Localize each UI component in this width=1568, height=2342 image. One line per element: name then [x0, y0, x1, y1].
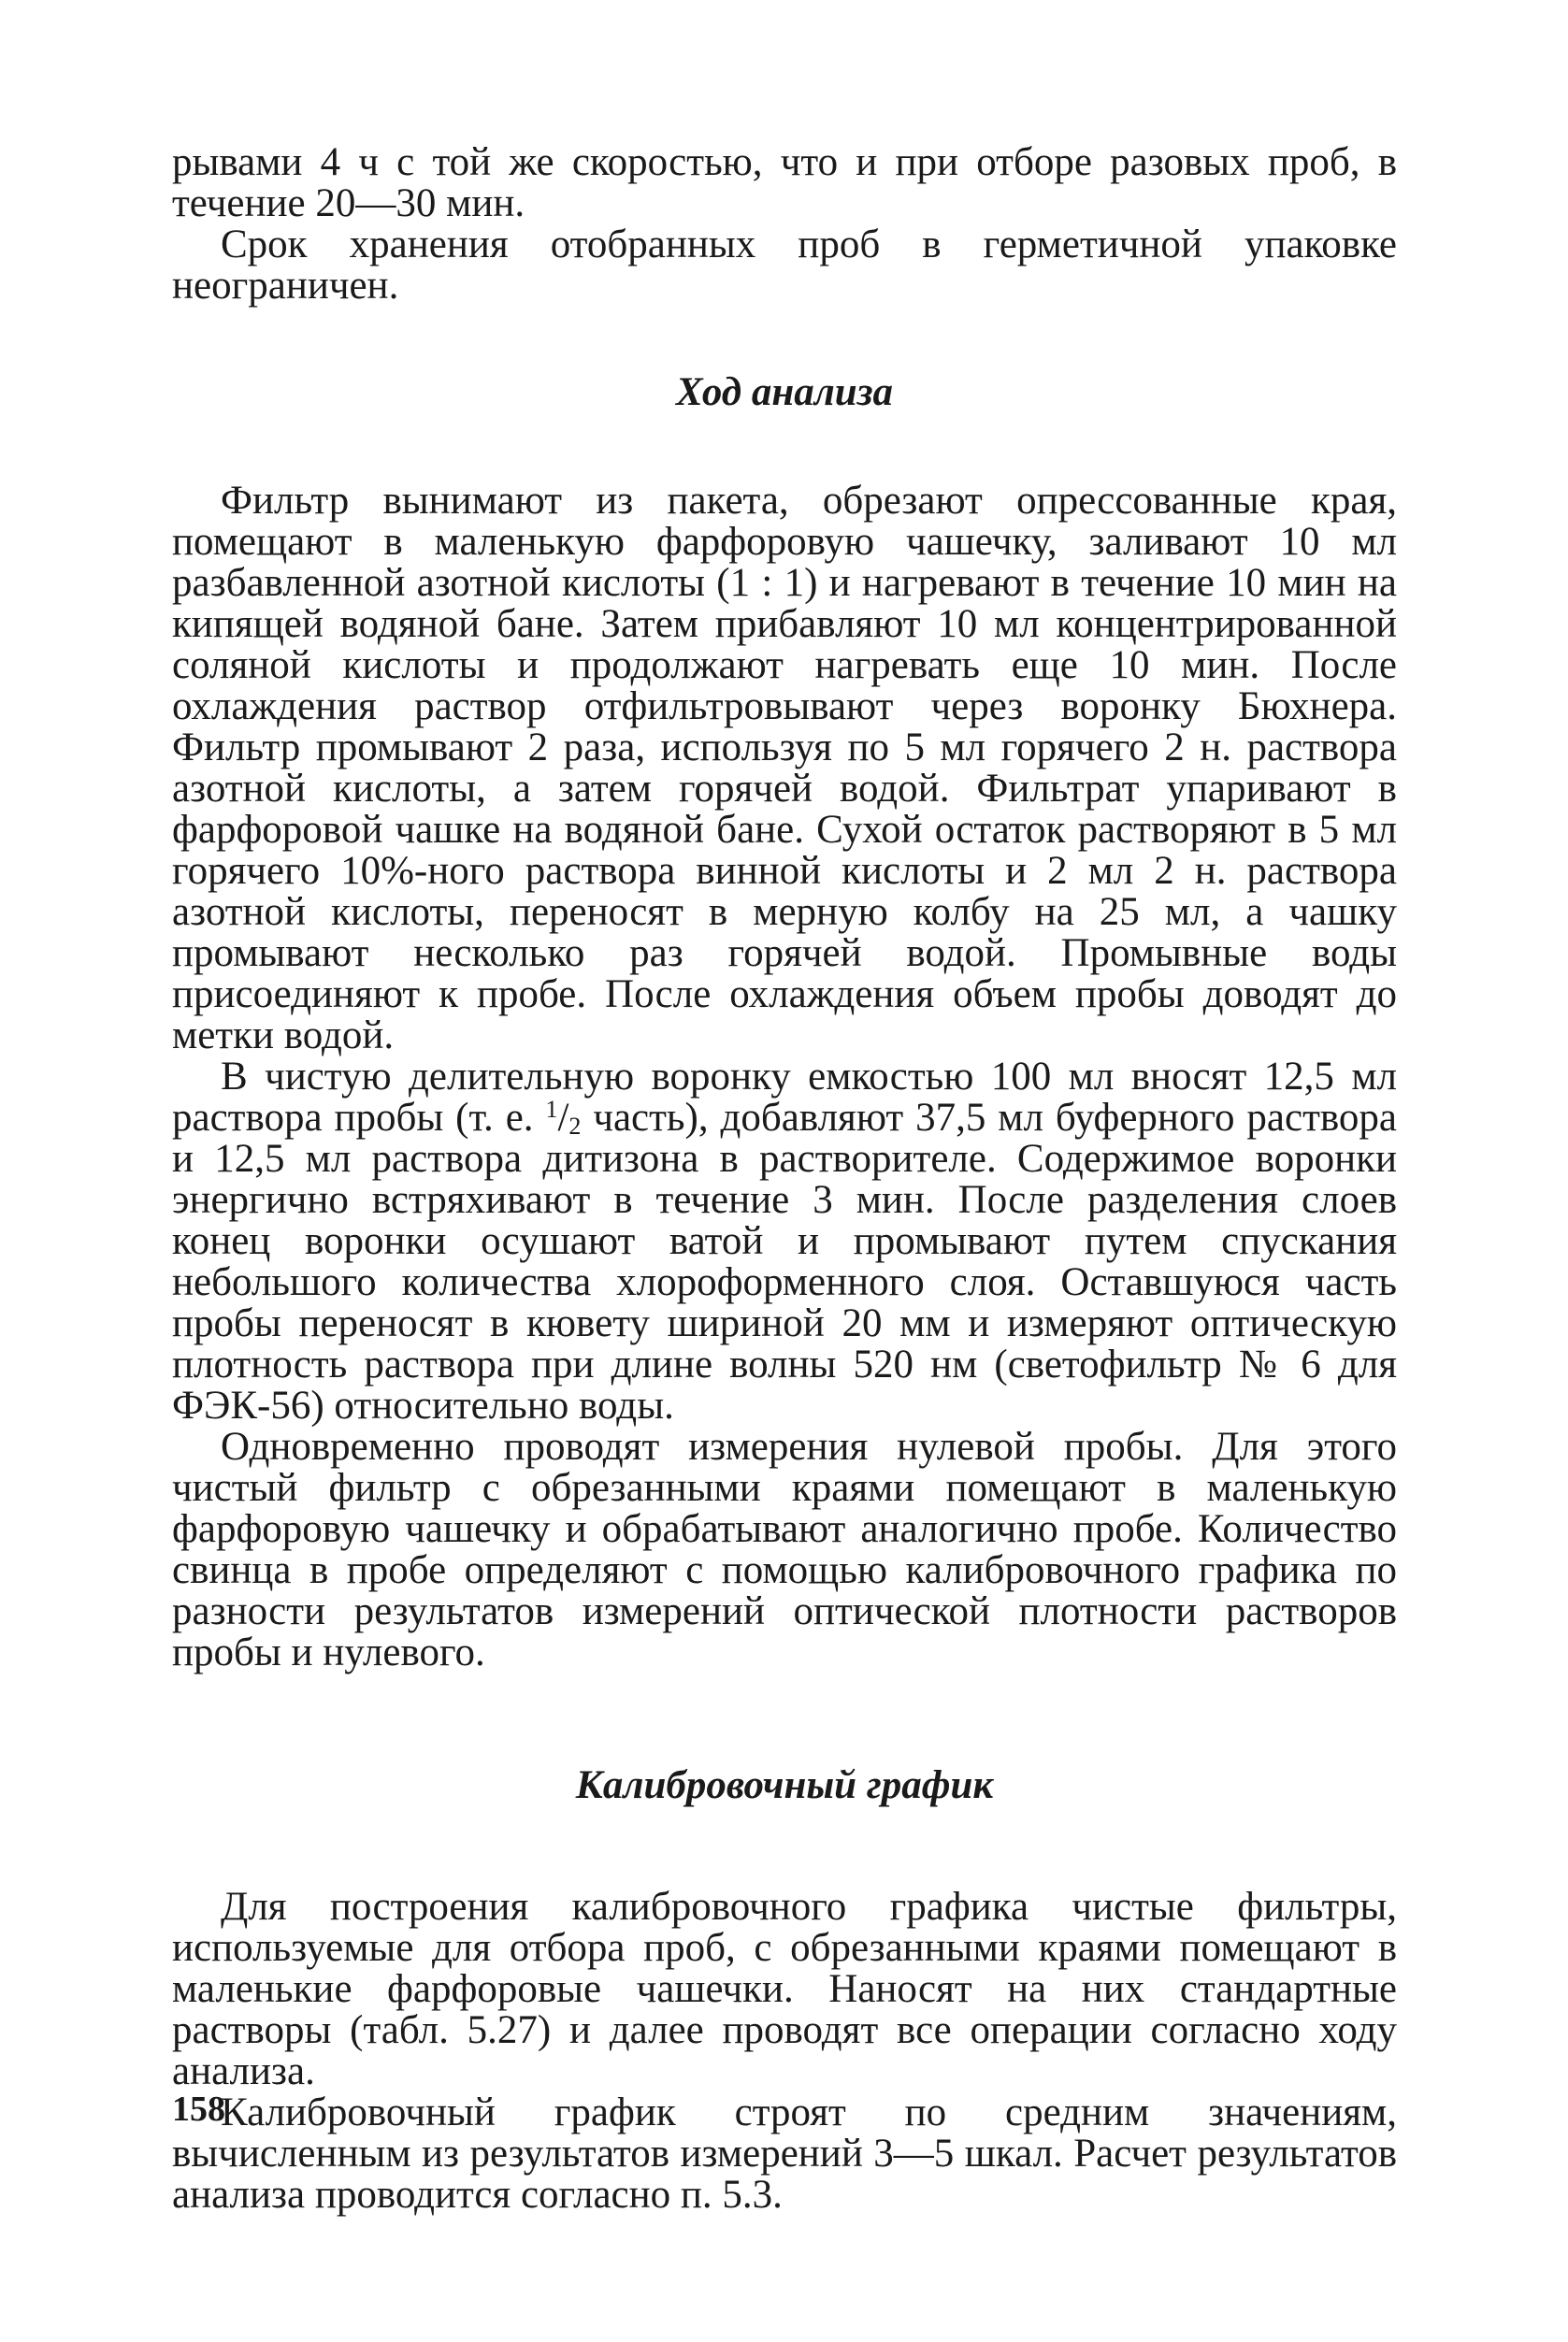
page-body	[172, 142, 1397, 2216]
paragraph-analysis-3: Одновременно проводят измерения нулевой пробы. Для этого чистый фильтр с обрезанными краями помещают в маленькую фарфоровую чашечку и обрабатывают аналогично пробе. Количество свинца в пробе определяют с помощью калибровочного графика по разности результатов измерений оптической плотности растворов пробы и нулевого.	[172, 1425, 1397, 1674]
paragraph-storage: Срок хранения отобранных проб в герметичной упаковке неограничен.	[172, 223, 1397, 308]
paragraph-calibration-1: Для построения калибровочного графика чистые фильтры, используемые для отбора проб, с обрезанными краями помещают в маленькие фарфоровые чашечки. Наносят на них стандартные растворы (табл. 5.27) и далее проводят все операции согласно ходу анализа.	[172, 1885, 1397, 2093]
section-heading-analysis: Ход анализа	[676, 370, 893, 414]
paragraph-analysis-2-before: В чистую делительную воронку емкостью 100 мл вносят 12,5 мл раствора пробы (т. е.	[172, 1055, 1397, 1140]
fraction-separator: /	[557, 1096, 569, 1140]
paragraph-analysis-1: Фильтр вынимают из пакета, обрезают опрессованные края, помещают в маленькую фарфоровую чашечку, заливают 10 мл разбавленной азотной кислоты (1 : 1) и нагревают в течение 10 мин на кипящей водяной бане. Затем прибавляют 10 мл концентрированной соляной кислоты и продолжают нагревать еще 10 мин. После охлаждения раствор отфильтровывают через воронку Бюхнера. Фильтр промывают 2 раза, используя по 5 мл горячего 2 н. раствора азотной кислоты, а затем горячей водой. Фильтрат упаривают в фарфоровой чашке на водяной бане. Сухой остаток растворяют в 5 мл горячего 10%-ного раствора винной кислоты и 2 мл 2 н. раствора азотной кислоты, переносят в мерную колбу на 25 мл, а чашку промывают несколько раз горячей водой. Промывные воды присоединяют к пробе. После охлаждения объем пробы доводят до метки водой.	[172, 479, 1397, 1057]
paragraph-analysis-2	[172, 1056, 1397, 1427]
section-heading-calibration: Калибровочный график	[575, 1763, 994, 1807]
fraction-denominator: 2	[568, 1113, 582, 1140]
paragraph-continuation: рывами 4 ч с той же скоростью, что и при отборе разовых проб, в течение 20—30 мин.	[172, 140, 1397, 225]
paragraph-analysis-2-after: часть), добавляют 37,5 мл буферного раствора и 12,5 мл раствора дитизона в растворителе. Содержимое воронки энергично встряхивают в течение 3 мин. После разделения слоев конец воронки осушают ватой и промывают путем спускания небольшого количества хлороформенного слоя. Оставшуюся часть пробы переносят в кювету шириной 20 мм и измеряют оптическую плотность раствора при длине волны 520 нм (светофильтр № 6 для ФЭК-56) относительно воды.	[172, 1096, 1397, 1428]
paragraph-calibration-2: Калибровочный график строят по средним значениям, вычисленным из результатов измерений 3—5 шкал. Расчет результатов анализа проводится согласно п. 5.3.	[172, 2091, 1397, 2217]
fraction-numerator: 1	[545, 1096, 558, 1123]
page-number: 158	[172, 2090, 225, 2129]
